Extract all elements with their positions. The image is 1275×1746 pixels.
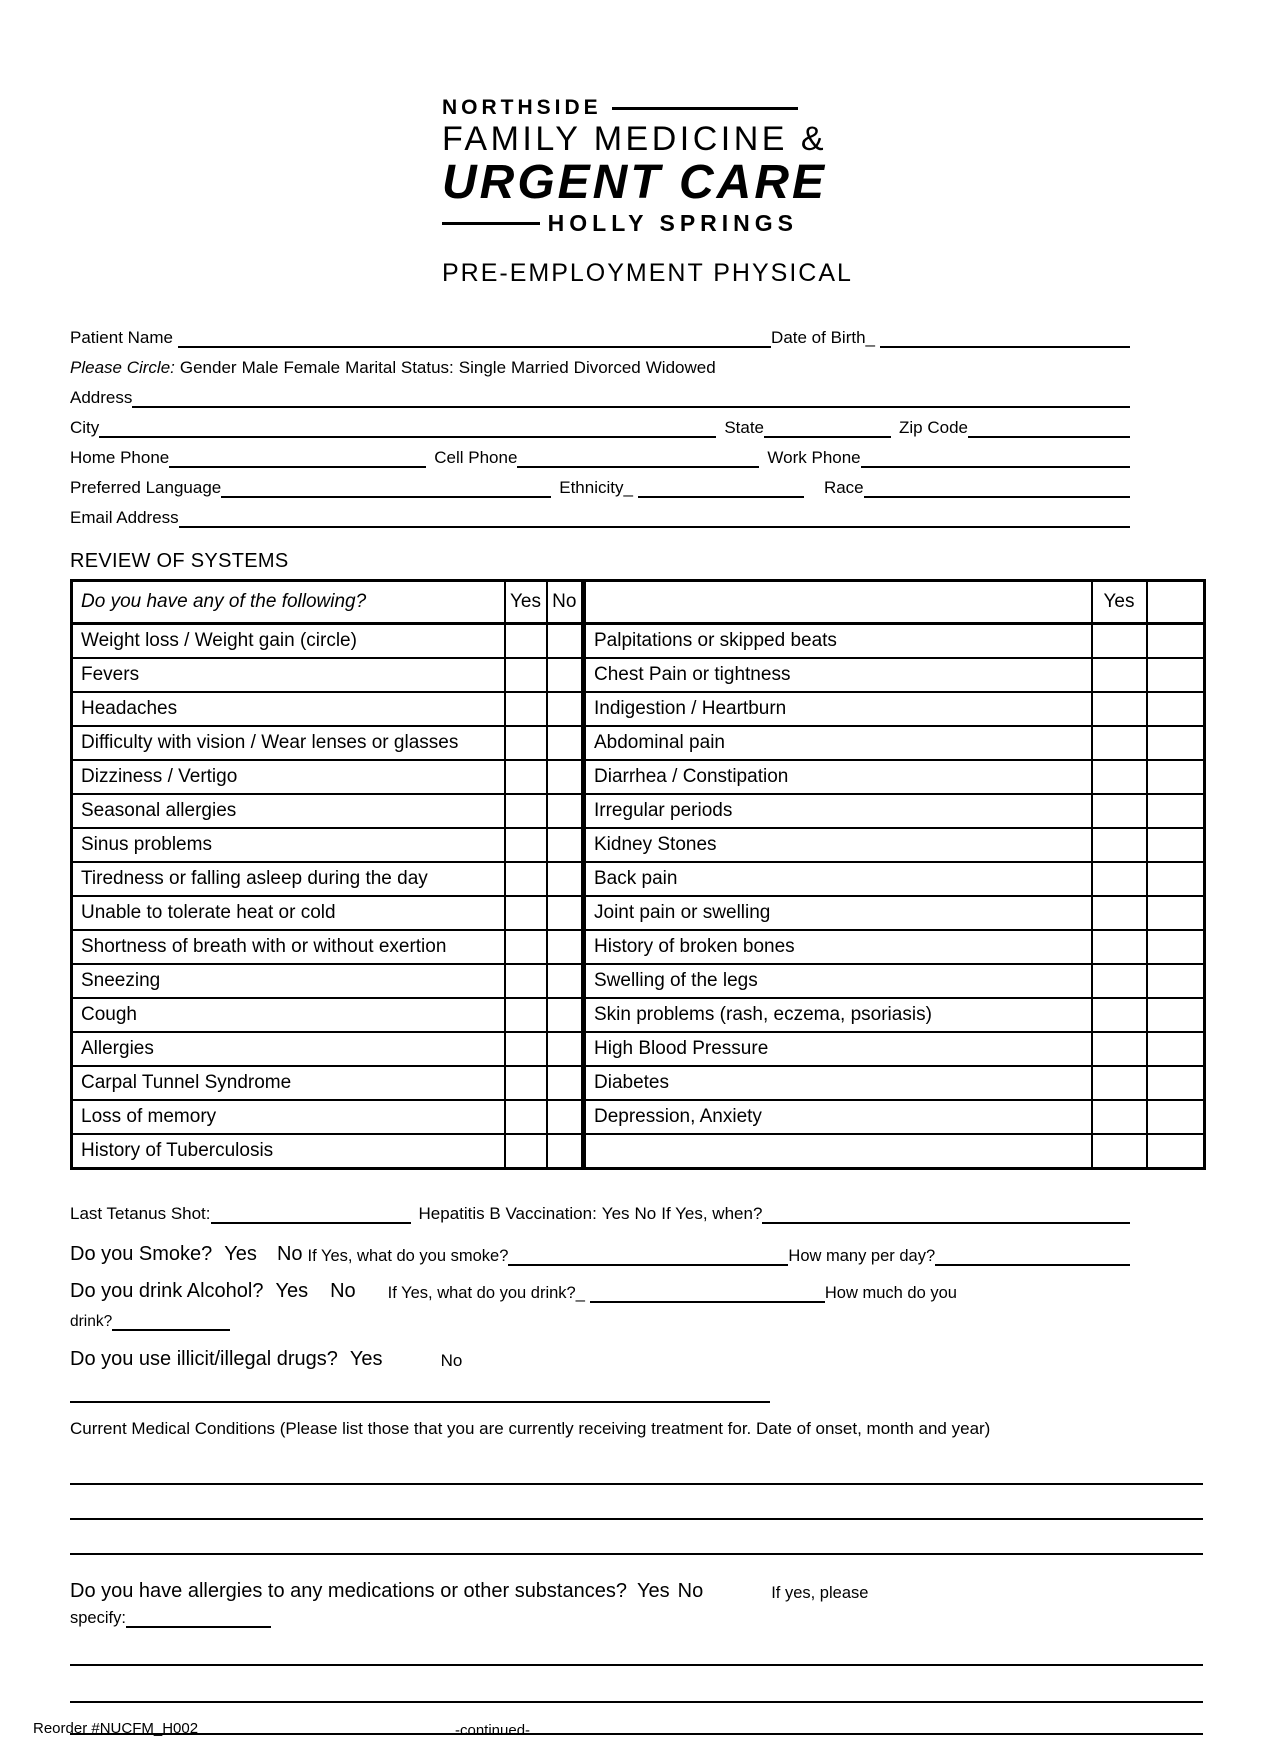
allergy-question: Do you have allergies to any medications or other substances? [70,1579,627,1602]
ros-yes-cell-right[interactable] [1092,896,1147,930]
ros-item-left: Seasonal allergies [72,794,505,828]
gender-option-female[interactable]: Female [283,357,341,377]
cell-phone-label: Cell Phone [434,447,518,467]
ros-no-cell-left[interactable] [547,1100,584,1134]
drugs-no-option[interactable]: No [440,1350,463,1370]
ros-yes-cell-right[interactable] [1092,1066,1147,1100]
home-phone-label: Home Phone [70,447,170,467]
smoke-no-option[interactable]: No [276,1242,303,1265]
allergy-if-yes-label: If yes, please [771,1583,869,1602]
ros-header-no-left: No [547,580,584,623]
ros-header-yes-right: Yes [1092,580,1147,623]
allergy-specify-line[interactable] [126,1625,271,1628]
home-phone-line[interactable] [169,465,426,468]
ros-item-left: Unable to tolerate heat or cold [72,896,505,930]
address-line[interactable] [132,405,1130,408]
ros-row [72,930,1205,964]
ros-item-left: Difficulty with vision / Wear lenses or glasses [72,726,505,760]
dob-label: Date of Birth_ [771,327,875,347]
ros-item-left: Weight loss / Weight gain (circle) [72,623,505,658]
footer-continued-note: -continued- [455,1722,531,1739]
ros-no-cell-left[interactable] [547,930,584,964]
ros-item-right: Joint pain or swelling [584,896,1092,930]
ros-yes-cell-right[interactable] [1092,998,1147,1032]
ros-yes-cell-right[interactable] [1092,794,1147,828]
ros-item-right: Diarrhea / Constipation [584,760,1092,794]
ros-yes-cell-left[interactable] [505,623,547,658]
ros-yes-cell-left[interactable] [505,998,547,1032]
hepatitis-no-option[interactable]: No [634,1203,657,1223]
email-label: Email Address [70,507,179,527]
ros-item-left: History of Tuberculosis [72,1134,505,1169]
hepatitis-label: Hepatitis B Vaccination: [418,1203,597,1223]
masthead [442,96,853,288]
ros-item-right: Indigestion / Heartburn [584,692,1092,726]
alcohol-how-much-label: How much do you [824,1283,957,1302]
form-title: PRE-EMPLOYMENT PHYSICAL [442,258,853,287]
logo-rule-top [612,107,798,110]
ros-no-cell-right[interactable] [1147,1032,1205,1066]
ros-no-cell-right[interactable] [1147,998,1205,1032]
ros-no-cell-right[interactable] [1147,1134,1205,1169]
ros-no-cell-left[interactable] [547,760,584,794]
ros-no-cell-left[interactable] [547,862,584,896]
ros-item-left: Sneezing [72,964,505,998]
hepatitis-yes-option[interactable]: Yes [601,1203,630,1223]
smoke-question: Do you Smoke? [70,1242,213,1265]
ros-no-cell-left[interactable] [547,998,584,1032]
smoke-yes-option[interactable]: Yes [224,1242,257,1265]
preferred-language-line[interactable] [221,495,551,498]
clinic-line3: URGENT CARE [442,155,828,209]
ros-item-right: Depression, Anxiety [584,1100,1092,1134]
ros-item-right: Abdominal pain [584,726,1092,760]
ros-item-right: High Blood Pressure [584,1032,1092,1066]
ros-heading: REVIEW OF SYSTEMS [70,549,289,572]
ros-item-left: Fevers [72,658,505,692]
conditions-line-3[interactable] [70,1553,1203,1555]
clinic-name: NORTHSIDE [442,96,602,119]
allergy-line-3[interactable] [70,1733,1203,1735]
conditions-line-2[interactable] [70,1518,1203,1520]
ros-no-cell-right[interactable] [1147,1066,1205,1100]
ros-row [72,964,1205,998]
ros-yes-cell-left[interactable] [505,930,547,964]
drugs-row [70,1343,1130,1371]
clinic-logo [442,96,798,120]
ros-yes-cell-left[interactable] [505,1100,547,1134]
ros-yes-cell-right[interactable] [1092,930,1147,964]
ros-no-cell-left[interactable] [547,623,584,658]
gender-option-male[interactable]: Male [241,357,279,377]
ros-no-cell-right[interactable] [1147,658,1205,692]
ros-no-cell-left[interactable] [547,964,584,998]
zip-line[interactable] [968,435,1130,438]
smoke-what-line[interactable] [508,1263,788,1266]
ros-row [72,760,1205,794]
alcohol-no-option[interactable]: No [330,1279,356,1302]
marital-option-widowed[interactable]: Widowed [645,357,716,377]
marital-option-divorced[interactable]: Divorced [573,357,641,377]
alcohol-amount-row [70,1309,1130,1331]
footer-reorder-number: Reorder #NUCFM_H002 [33,1720,199,1737]
ros-no-cell-left[interactable] [547,1032,584,1066]
separator-line [70,1401,770,1403]
patient-name-row [70,318,1130,348]
preferred-language-label: Preferred Language [70,477,222,497]
alcohol-question: Do you drink Alcohol? [70,1279,264,1302]
ros-yes-cell-right[interactable] [1092,726,1147,760]
hepatitis-when-line[interactable] [762,1221,1130,1224]
ros-item-right: Kidney Stones [584,828,1092,862]
tetanus-label: Last Tetanus Shot: [70,1203,211,1223]
ros-no-cell-right[interactable] [1147,896,1205,930]
alcohol-row [70,1275,1130,1303]
ros-yes-cell-right[interactable] [1092,760,1147,794]
drugs-yes-option[interactable]: Yes [349,1347,383,1370]
ros-no-cell-right[interactable] [1147,726,1205,760]
ros-no-cell-left[interactable] [547,794,584,828]
smoke-how-many-line[interactable] [935,1263,1130,1266]
ros-no-cell-left[interactable] [547,1066,584,1100]
ros-item-right: Back pain [584,862,1092,896]
allergy-yes-option[interactable]: Yes [636,1579,670,1602]
ros-yes-cell-left[interactable] [505,726,547,760]
drugs-question: Do you use illicit/illegal drugs? [70,1347,338,1370]
city-line[interactable] [99,435,716,438]
ros-row [72,1134,1205,1169]
ros-yes-cell-left[interactable] [505,1134,547,1169]
ros-yes-cell-left[interactable] [505,896,547,930]
clinic-location: HOLLY SPRINGS [547,209,798,236]
ros-yes-cell-right[interactable] [1092,1134,1147,1169]
ros-row [72,998,1205,1032]
ros-item-right [584,1134,1092,1169]
tetanus-row [70,1198,1130,1224]
language-row [70,468,1130,498]
ros-yes-cell-left[interactable] [505,794,547,828]
hepatitis-when-label: If Yes, when? [661,1203,763,1223]
allergy-question-row [70,1575,1130,1603]
ros-yes-cell-left[interactable] [505,828,547,862]
ros-yes-cell-right[interactable] [1092,964,1147,998]
alcohol-yes-option[interactable]: Yes [275,1279,309,1302]
conditions-label: Current Medical Conditions (Please list those that you are currently receiving treatment for. Date of onset, month and year) [70,1418,991,1438]
ros-item-left: Headaches [72,692,505,726]
ros-yes-cell-left[interactable] [505,658,547,692]
race-line[interactable] [864,495,1130,498]
ros-no-cell-left[interactable] [547,896,584,930]
ros-item-left: Tiredness or falling asleep during the day [72,862,505,896]
ros-row [72,896,1205,930]
ros-item-left: Loss of memory [72,1100,505,1134]
ethnicity-line[interactable] [638,495,804,498]
ros-no-cell-right[interactable] [1147,964,1205,998]
ros-header-row [72,580,1205,623]
smoke-what-label: If Yes, what do you smoke? [307,1246,509,1265]
ros-no-cell-right[interactable] [1147,862,1205,896]
ros-no-cell-right[interactable] [1147,760,1205,794]
ros-row [72,828,1205,862]
ros-row [72,1066,1205,1100]
state-label: State [724,417,765,437]
ros-no-cell-left[interactable] [547,692,584,726]
ros-item-left: Cough [72,998,505,1032]
state-line[interactable] [764,435,891,438]
dob-line[interactable] [880,345,1130,348]
clinic-location-row [442,210,798,237]
allergy-no-option[interactable]: No [677,1579,704,1602]
ros-yes-cell-right[interactable] [1092,658,1147,692]
gender-label: Gender [179,357,237,377]
form-body [70,318,1135,1735]
address-label: Address [70,387,133,407]
ros-no-cell-left[interactable] [547,726,584,760]
ros-item-left: Allergies [72,1032,505,1066]
pre-employment-physical-form [0,96,1275,1746]
allergy-line-1[interactable] [70,1664,1203,1666]
ros-item-right: History of broken bones [584,930,1092,964]
allergy-specify-row [70,1606,1130,1628]
ros-row [72,794,1205,828]
ros-item-left: Sinus problems [72,828,505,862]
circle-row [70,348,1130,378]
zip-label: Zip Code [899,417,968,437]
logo-rule-bottom [442,222,540,225]
ethnicity-label: Ethnicity_ [559,477,633,497]
ros-yes-cell-left[interactable] [505,862,547,896]
ros-yes-cell-right[interactable] [1092,1032,1147,1066]
ros-yes-cell-right[interactable] [1092,623,1147,658]
conditions-line-1[interactable] [70,1483,1203,1485]
address-row [70,378,1130,408]
ros-header-spacer [584,580,1092,623]
ros-yes-cell-left[interactable] [505,1032,547,1066]
ros-row [72,1100,1205,1134]
allergy-specify-label: specify: [70,1608,126,1627]
demographics-section [70,318,1130,528]
work-phone-line[interactable] [861,465,1130,468]
city-label: City [70,417,100,437]
ros-header-question: Do you have any of the following? [72,580,505,623]
alcohol-what-label: If Yes, what do you drink?_ [387,1283,585,1302]
ros-no-cell-right[interactable] [1147,794,1205,828]
ros-yes-cell-left[interactable] [505,1066,547,1100]
ros-no-cell-right[interactable] [1147,1100,1205,1134]
race-label: Race [823,477,864,497]
ros-no-cell-right[interactable] [1147,623,1205,658]
ros-row [72,726,1205,760]
ros-no-cell-left[interactable] [547,1134,584,1169]
ros-item-right: Chest Pain or tightness [584,658,1092,692]
ros-yes-cell-right[interactable] [1092,1100,1147,1134]
circle-instruction: Please Circle: [70,357,175,377]
ros-yes-cell-left[interactable] [505,964,547,998]
ros-yes-cell-right[interactable] [1092,862,1147,896]
allergy-line-2[interactable] [70,1701,1203,1703]
ros-item-left: Carpal Tunnel Syndrome [72,1066,505,1100]
ros-row [72,1032,1205,1066]
marital-option-single[interactable]: Single [458,357,507,377]
ros-item-right: Irregular periods [584,794,1092,828]
alcohol-amount-line[interactable] [112,1328,230,1331]
ros-no-cell-right[interactable] [1147,692,1205,726]
city-row [70,408,1130,438]
ros-row [72,692,1205,726]
alcohol-drink-label: drink? [70,1312,113,1330]
ros-no-cell-right[interactable] [1147,930,1205,964]
ros-yes-cell-left[interactable] [505,692,547,726]
phones-row [70,438,1130,468]
work-phone-label: Work Phone [767,447,861,467]
ros-item-right: Skin problems (rash, eczema, psoriasis) [584,998,1092,1032]
ros-row [72,623,1205,658]
ros-no-cell-right[interactable] [1147,828,1205,862]
tetanus-line[interactable] [211,1221,411,1224]
ros-row [72,658,1205,692]
cell-phone-line[interactable] [517,465,759,468]
email-row [70,498,1130,528]
ros-yes-cell-right[interactable] [1092,692,1147,726]
ros-header-spacer-2 [1147,580,1205,623]
ros-item-left: Shortness of breath with or without exertion [72,930,505,964]
clinic-line2: FAMILY MEDICINE & [442,120,828,158]
ros-no-cell-left[interactable] [547,658,584,692]
ros-item-left: Dizziness / Vertigo [72,760,505,794]
ros-header-yes-left: Yes [505,580,547,623]
patient-name-line[interactable] [178,345,771,348]
smoke-row [70,1238,1130,1266]
ros-row [72,862,1205,896]
email-line[interactable] [179,525,1130,528]
ros-yes-cell-left[interactable] [505,760,547,794]
marital-option-married[interactable]: Married [511,357,569,377]
ros-item-right: Diabetes [584,1066,1092,1100]
patient-name-label: Patient Name [70,327,173,347]
marital-status-label: Marital Status: [345,357,454,377]
ros-yes-cell-right[interactable] [1092,828,1147,862]
ros-item-right: Swelling of the legs [584,964,1092,998]
ros-item-right: Palpitations or skipped beats [584,623,1092,658]
ros-no-cell-left[interactable] [547,828,584,862]
ros-table [70,579,1206,1170]
alcohol-what-line[interactable] [590,1300,825,1303]
smoke-how-many-label: How many per day? [788,1246,936,1265]
